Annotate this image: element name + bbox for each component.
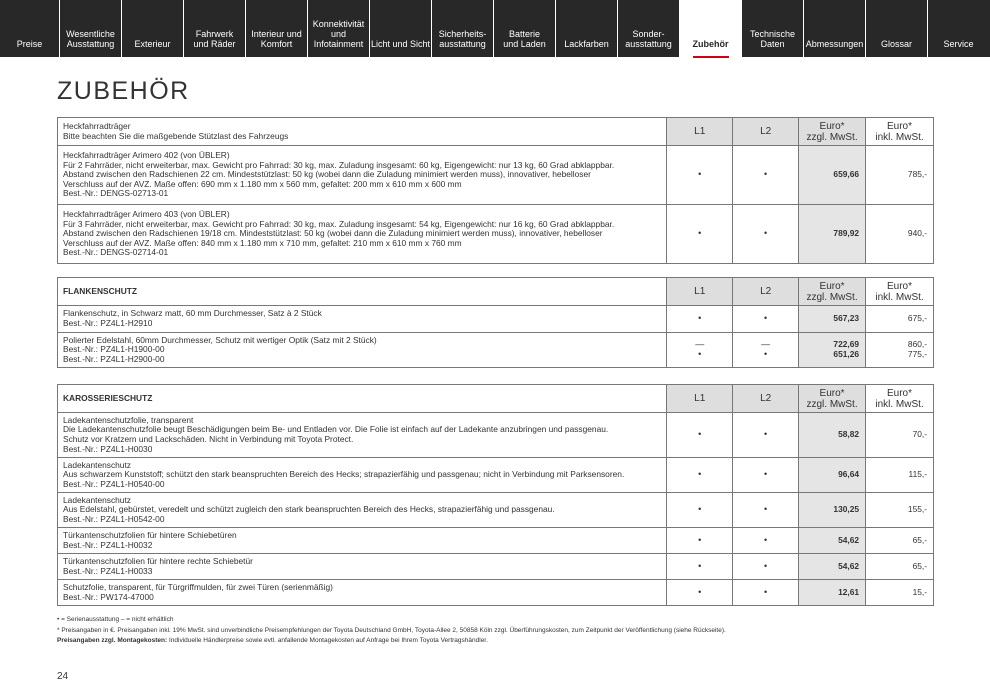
- header-gross: [866, 278, 934, 306]
- availability-l2: [733, 554, 799, 580]
- price-gross: [866, 333, 934, 368]
- price-gross-value: 15,-: [912, 586, 927, 597]
- row-description-line: Best.-Nr.: PZ4L1-H1900-00: [63, 344, 165, 355]
- price-gross: [866, 528, 934, 554]
- availability-l2-value: •: [764, 313, 768, 324]
- row-description-line: Ladekantenschutz: [63, 459, 131, 470]
- price-net: [799, 146, 866, 205]
- availability-l2: [733, 205, 799, 264]
- section-title-line: Bitte beachten Sie die maßgebende Stützlast des Fahrzeugs: [63, 130, 289, 141]
- price-net: [799, 493, 866, 528]
- row-description-line: Aus schwarzem Kunststoff; schützt den stark beanspruchten Bereich des Hecks; strapazierfähig und passgenau; nicht in Verbindung mit Parksensoren.: [63, 469, 625, 480]
- price-gross: [866, 413, 934, 458]
- header-net: [799, 118, 866, 146]
- header-gross-line2: inkl. MwSt.: [875, 291, 924, 303]
- header-l2: L2: [733, 278, 799, 306]
- nav-tab-label: Fahrwerk und Räder: [193, 29, 236, 49]
- row-description: [58, 146, 667, 205]
- availability-l2-value: •: [764, 429, 768, 440]
- row-description-line: Türkantenschutzfolien für hintere Schiebetüren: [63, 529, 237, 540]
- price-net: [799, 205, 866, 264]
- row-description-line: Best.-Nr.: PZ4L1-H2910: [63, 318, 153, 328]
- header-net-line2: zzgl. MwSt.: [806, 291, 858, 303]
- availability-l1: [667, 528, 733, 554]
- table-row: [58, 146, 934, 205]
- row-description-line: Best.-Nr.: PZ4L1-H0033: [63, 565, 153, 576]
- table-row: [58, 306, 934, 333]
- availability-l1-value: •: [698, 169, 702, 180]
- nav-tab-14[interactable]: [866, 0, 928, 57]
- row-description: [58, 306, 667, 333]
- row-description-line: Ladekantenschutzfolie, transparent: [63, 414, 194, 425]
- nav-tab-1[interactable]: [60, 0, 122, 57]
- price-net: [799, 458, 866, 493]
- price-net-value: 659,66: [833, 169, 860, 180]
- table-row: [58, 580, 934, 606]
- nav-tab-label: Licht und Sicht: [370, 39, 431, 49]
- section-title-line: FLANKENSCHUTZ: [63, 285, 137, 296]
- availability-l2-value: •: [764, 469, 768, 480]
- price-net: [799, 413, 866, 458]
- header-l1: L1: [667, 278, 733, 306]
- availability-l2: [733, 413, 799, 458]
- availability-l1-value: —: [695, 339, 705, 350]
- price-net-value: 58,82: [838, 429, 860, 440]
- price-net: [799, 528, 866, 554]
- nav-tab-15[interactable]: [928, 0, 989, 57]
- section-title-line: Heckfahrradträger: [63, 120, 131, 131]
- availability-l2: [733, 146, 799, 205]
- price-gross-value: 155,-: [907, 504, 927, 515]
- section-title-line: KAROSSERIESCHUTZ: [63, 392, 153, 403]
- availability-l2: [733, 333, 799, 368]
- price-net: [799, 333, 866, 368]
- nav-tab-10[interactable]: [618, 0, 680, 57]
- nav-tab-label: Service: [943, 39, 974, 49]
- header-net-line2: zzgl. MwSt.: [806, 398, 858, 410]
- page-title: ZUBEHÖR: [57, 77, 190, 105]
- row-description: [58, 554, 667, 580]
- row-description-line: Best.-Nr.: PZ4L1-H0032: [63, 539, 153, 550]
- price-gross-value: 65,-: [912, 534, 927, 545]
- price-net-value: 567,23: [833, 313, 860, 324]
- availability-l1: [667, 580, 733, 606]
- table-row: [58, 493, 934, 528]
- availability-l1: [667, 458, 733, 493]
- price-net: [799, 554, 866, 580]
- nav-tab-label: Preise: [16, 39, 43, 49]
- nav-tab-label: Technische Daten: [749, 29, 796, 49]
- availability-l2: [733, 458, 799, 493]
- price-net-value: 130,25: [833, 504, 860, 515]
- availability-l2: [733, 528, 799, 554]
- availability-l1-value: •: [698, 586, 702, 597]
- nav-tab-label: Exterieur: [134, 39, 171, 49]
- nav-tab-9[interactable]: [556, 0, 618, 57]
- nav-tab-label: Abmessungen: [805, 39, 864, 49]
- row-description-line: Best.-Nr.: PZ4L1-H0030: [63, 443, 153, 454]
- nav-tab-6[interactable]: [370, 0, 432, 57]
- availability-l2-value: •: [764, 560, 768, 571]
- price-net-value: 54,62: [838, 534, 860, 545]
- row-description: [58, 413, 667, 458]
- price-gross-value: 70,-: [912, 429, 927, 440]
- price-gross-value: 940,-: [907, 228, 927, 239]
- header-gross: [866, 118, 934, 146]
- availability-l1: [667, 413, 733, 458]
- price-gross-value: 675,-: [907, 313, 927, 324]
- row-description-line: Türkantenschutzfolien für hintere rechte Schiebetür: [63, 555, 253, 566]
- header-gross-line2: inkl. MwSt.: [875, 398, 924, 410]
- section-title: [58, 278, 667, 306]
- availability-l1-value: •: [698, 504, 702, 515]
- availability-l2: [733, 580, 799, 606]
- table-row: [58, 554, 934, 580]
- header-l2: L2: [733, 385, 799, 413]
- availability-l1-value: •: [698, 349, 702, 359]
- availability-l1: [667, 205, 733, 264]
- price-net: [799, 306, 866, 333]
- row-description-line: Heckfahrradträger Arimero 402 (von ÜBLER): [63, 150, 230, 161]
- header-gross-line1: Euro*: [887, 387, 913, 399]
- row-description-line: Verschluss auf der AVZ. Maße offen: 840 mm x 1.180 mm x 710 mm, gefaltet: 210 mm x 610 mm x 760 mm: [63, 237, 462, 248]
- row-description-line: Für 2 Fahrräder, nicht erweiterbar, max. Gewicht pro Fahrrad: 30 kg, max. Zuladung insgesamt: 60 kg, Eigengewicht: nur 13 kg, 60 Grad abklappbar.: [63, 159, 615, 170]
- price-gross: [866, 554, 934, 580]
- row-description-line: Für 3 Fahrräder, nicht erweiterbar, max. Gewicht pro Fahrrad: 30 kg, max. Zuladung insgesamt: 54 kg, Eigengewicht: nur 16 kg, 60 Grad abklappbar.: [63, 218, 615, 229]
- price-net-value: 12,61: [838, 586, 860, 597]
- price-net: [799, 580, 866, 606]
- price-gross-value: 775,-: [907, 349, 927, 359]
- nav-tab-label: Sicherheits- ausstattung: [438, 29, 487, 49]
- row-description-line: Abstand zwischen den Radschienen 22 cm. Mindeststützlast: 50 kg (wobei dann die Zuladung minimiert werden muss), innovativer, hebelloser: [63, 169, 591, 180]
- price-gross-value: 860,-: [907, 339, 927, 350]
- availability-l2-value: •: [764, 169, 768, 180]
- nav-tab-label: Zubehör: [693, 39, 729, 58]
- nav-tab-0[interactable]: [0, 0, 60, 57]
- section-title: [58, 385, 667, 413]
- legend-price-note: * Preisangaben in €. Preisangaben inkl. 19% MwSt. sind unverbindliche Preisempfehlungen der Toyota Deutschland GmbH, Toyota-Allee 2, 50858 Köln zzgl. Überführungskosten, zum Zeitpunkt der Veröffentlichung (siehe Rückseite).: [57, 626, 726, 634]
- table-row: [58, 205, 934, 264]
- row-description: [58, 528, 667, 554]
- nav-tab-4[interactable]: [246, 0, 308, 57]
- price-gross: [866, 458, 934, 493]
- table-flankenschutz: [57, 277, 934, 368]
- availability-l2-value: —: [761, 339, 771, 350]
- header-net: [799, 385, 866, 413]
- nav-tab-8[interactable]: [494, 0, 556, 57]
- row-description-line: Polierter Edelstahl, 60mm Durchmesser, Schutz mit wertiger Optik (Satz mit 2 Stück): [63, 334, 377, 345]
- header-net-line1: Euro*: [819, 280, 845, 292]
- availability-l1: [667, 306, 733, 333]
- price-gross-value: 115,-: [908, 469, 927, 480]
- row-description-line: Best.-Nr.: DENGS-02713-01: [63, 188, 169, 199]
- nav-tab-label: Sonder- ausstattung: [625, 29, 672, 49]
- availability-l2-value: •: [764, 534, 768, 545]
- table-karosserieschutz: [57, 384, 934, 606]
- price-gross-value: 65,-: [912, 560, 927, 571]
- row-description: [58, 458, 667, 493]
- nav-tab-5[interactable]: [308, 0, 370, 57]
- availability-l1-value: •: [698, 429, 702, 440]
- row-description-line: Flankenschutz, in Schwarz matt, 60 mm Durchmesser, Satz à 2 Stück: [63, 308, 322, 319]
- row-description-line: Heckfahrradträger Arimero 403 (von ÜBLER): [63, 209, 230, 220]
- top-navigation: [0, 0, 990, 57]
- availability-l1-value: •: [698, 228, 702, 239]
- legend: [57, 615, 726, 647]
- price-gross: [866, 306, 934, 333]
- price-gross: [866, 205, 934, 264]
- availability-l1-value: •: [698, 534, 702, 545]
- nav-tab-13[interactable]: [804, 0, 866, 57]
- row-description: [58, 580, 667, 606]
- header-gross-line1: Euro*: [887, 120, 913, 132]
- row-description-line: Die Ladekantenschutzfolie beugt Beschädigungen beim Be- und Entladen vor. Die Folie ist einfach auf der Ladekante anzubringen und passgenau.: [63, 424, 609, 435]
- price-gross: [866, 146, 934, 205]
- price-gross-value: 785,-: [907, 169, 927, 180]
- header-gross-line1: Euro*: [887, 280, 913, 292]
- row-description-line: Best.-Nr.: DENGS-02714-01: [63, 247, 169, 258]
- nav-tab-label: Wesentliche Ausstattung: [66, 29, 115, 49]
- price-net-value: 54,62: [838, 560, 860, 571]
- availability-l1-value: •: [698, 469, 702, 480]
- row-description-line: Best.-Nr.: PW174-47000: [63, 591, 154, 602]
- price-gross: [866, 580, 934, 606]
- row-description-line: Verschluss auf der AVZ. Maße offen: 690 mm x 1.180 mm x 560 mm, gefaltet: 200 mm x 610 mm x 600 mm: [63, 178, 462, 189]
- legend-symbols: • = Serienausstattung – = nicht erhältlich: [57, 616, 174, 623]
- availability-l2-value: •: [764, 586, 768, 597]
- price-net-value: 96,64: [838, 469, 860, 480]
- row-description-line: Best.-Nr.: PZ4L1-H0542-00: [63, 513, 165, 524]
- header-net-line1: Euro*: [819, 120, 845, 132]
- nav-tab-11[interactable]: [680, 0, 742, 57]
- price-net-value: 651,26: [833, 349, 860, 359]
- row-description-line: Schutzfolie, transparent, für Türgriffmulden, für zwei Türen (serienmäßig): [63, 581, 333, 592]
- header-net-line2: zzgl. MwSt.: [806, 131, 858, 143]
- availability-l1-value: •: [698, 313, 702, 324]
- header-l2: L2: [733, 118, 799, 146]
- section-title: [58, 118, 667, 146]
- table-row: [58, 458, 934, 493]
- availability-l2: [733, 493, 799, 528]
- row-description-line: Abstand zwischen den Radschienen 19/18 cm. Mindeststützlast: 50 kg (wobei dann die Zuladung minimiert werden muss), innovativer, hebelloser: [63, 228, 603, 239]
- availability-l1: [667, 554, 733, 580]
- row-description-line: Aus Edelstahl, gebürstet, veredelt und schützt zugleich den stark beanspruchten Bereich des Hecks, strapazierfähig und passgenau.: [63, 504, 555, 515]
- row-description: [58, 333, 667, 368]
- availability-l1: [667, 493, 733, 528]
- nav-tab-7[interactable]: [432, 0, 494, 57]
- nav-tab-label: Lackfarben: [564, 39, 609, 49]
- nav-tab-label: Konnektivität und Infotainment: [312, 19, 365, 49]
- row-description-line: Schutz vor Kratzern und Lackschäden. Nicht in Verbindung mit Toyota Protect.: [63, 434, 354, 444]
- nav-tab-2[interactable]: [122, 0, 184, 57]
- availability-l1: [667, 333, 733, 368]
- row-description: [58, 493, 667, 528]
- nav-tab-12[interactable]: [742, 0, 804, 57]
- price-gross: [866, 493, 934, 528]
- header-gross: [866, 385, 934, 413]
- header-net: [799, 278, 866, 306]
- row-description: [58, 205, 667, 264]
- availability-l1: [667, 146, 733, 205]
- row-description-line: Best.-Nr.: PZ4L1-H2900-00: [63, 353, 165, 364]
- nav-tab-label: Glossar: [880, 39, 912, 49]
- availability-l2-value: •: [764, 349, 768, 359]
- header-l1: L1: [667, 118, 733, 146]
- row-description-line: Ladekantenschutz: [63, 494, 131, 505]
- nav-tab-label: Interieur und Komfort: [251, 29, 302, 49]
- availability-l1-value: •: [698, 560, 702, 571]
- table-row: [58, 413, 934, 458]
- page-number: 24: [57, 671, 69, 682]
- legend-mounting-note: Preisangaben zzgl. Montagekosten: Individuelle Händlerpreise sowie evtl. anfallende Montagekosten auf Anfrage bei Ihrem Toyota Vertragshändler.: [57, 637, 488, 644]
- row-description-line: Best.-Nr.: PZ4L1-H0540-00: [63, 478, 165, 489]
- table-heckfahrradtraeger: [57, 117, 934, 264]
- price-net-value: 722,69: [833, 339, 860, 350]
- nav-tab-label: Batterie und Laden: [503, 29, 546, 49]
- availability-l2-value: •: [764, 504, 768, 515]
- availability-l2: [733, 306, 799, 333]
- price-net-value: 789,92: [833, 228, 860, 239]
- header-net-line1: Euro*: [819, 387, 845, 399]
- table-row: [58, 528, 934, 554]
- header-l1: L1: [667, 385, 733, 413]
- nav-tab-3[interactable]: [184, 0, 246, 57]
- header-gross-line2: inkl. MwSt.: [875, 131, 924, 143]
- table-row: [58, 333, 934, 368]
- availability-l2-value: •: [764, 228, 768, 239]
